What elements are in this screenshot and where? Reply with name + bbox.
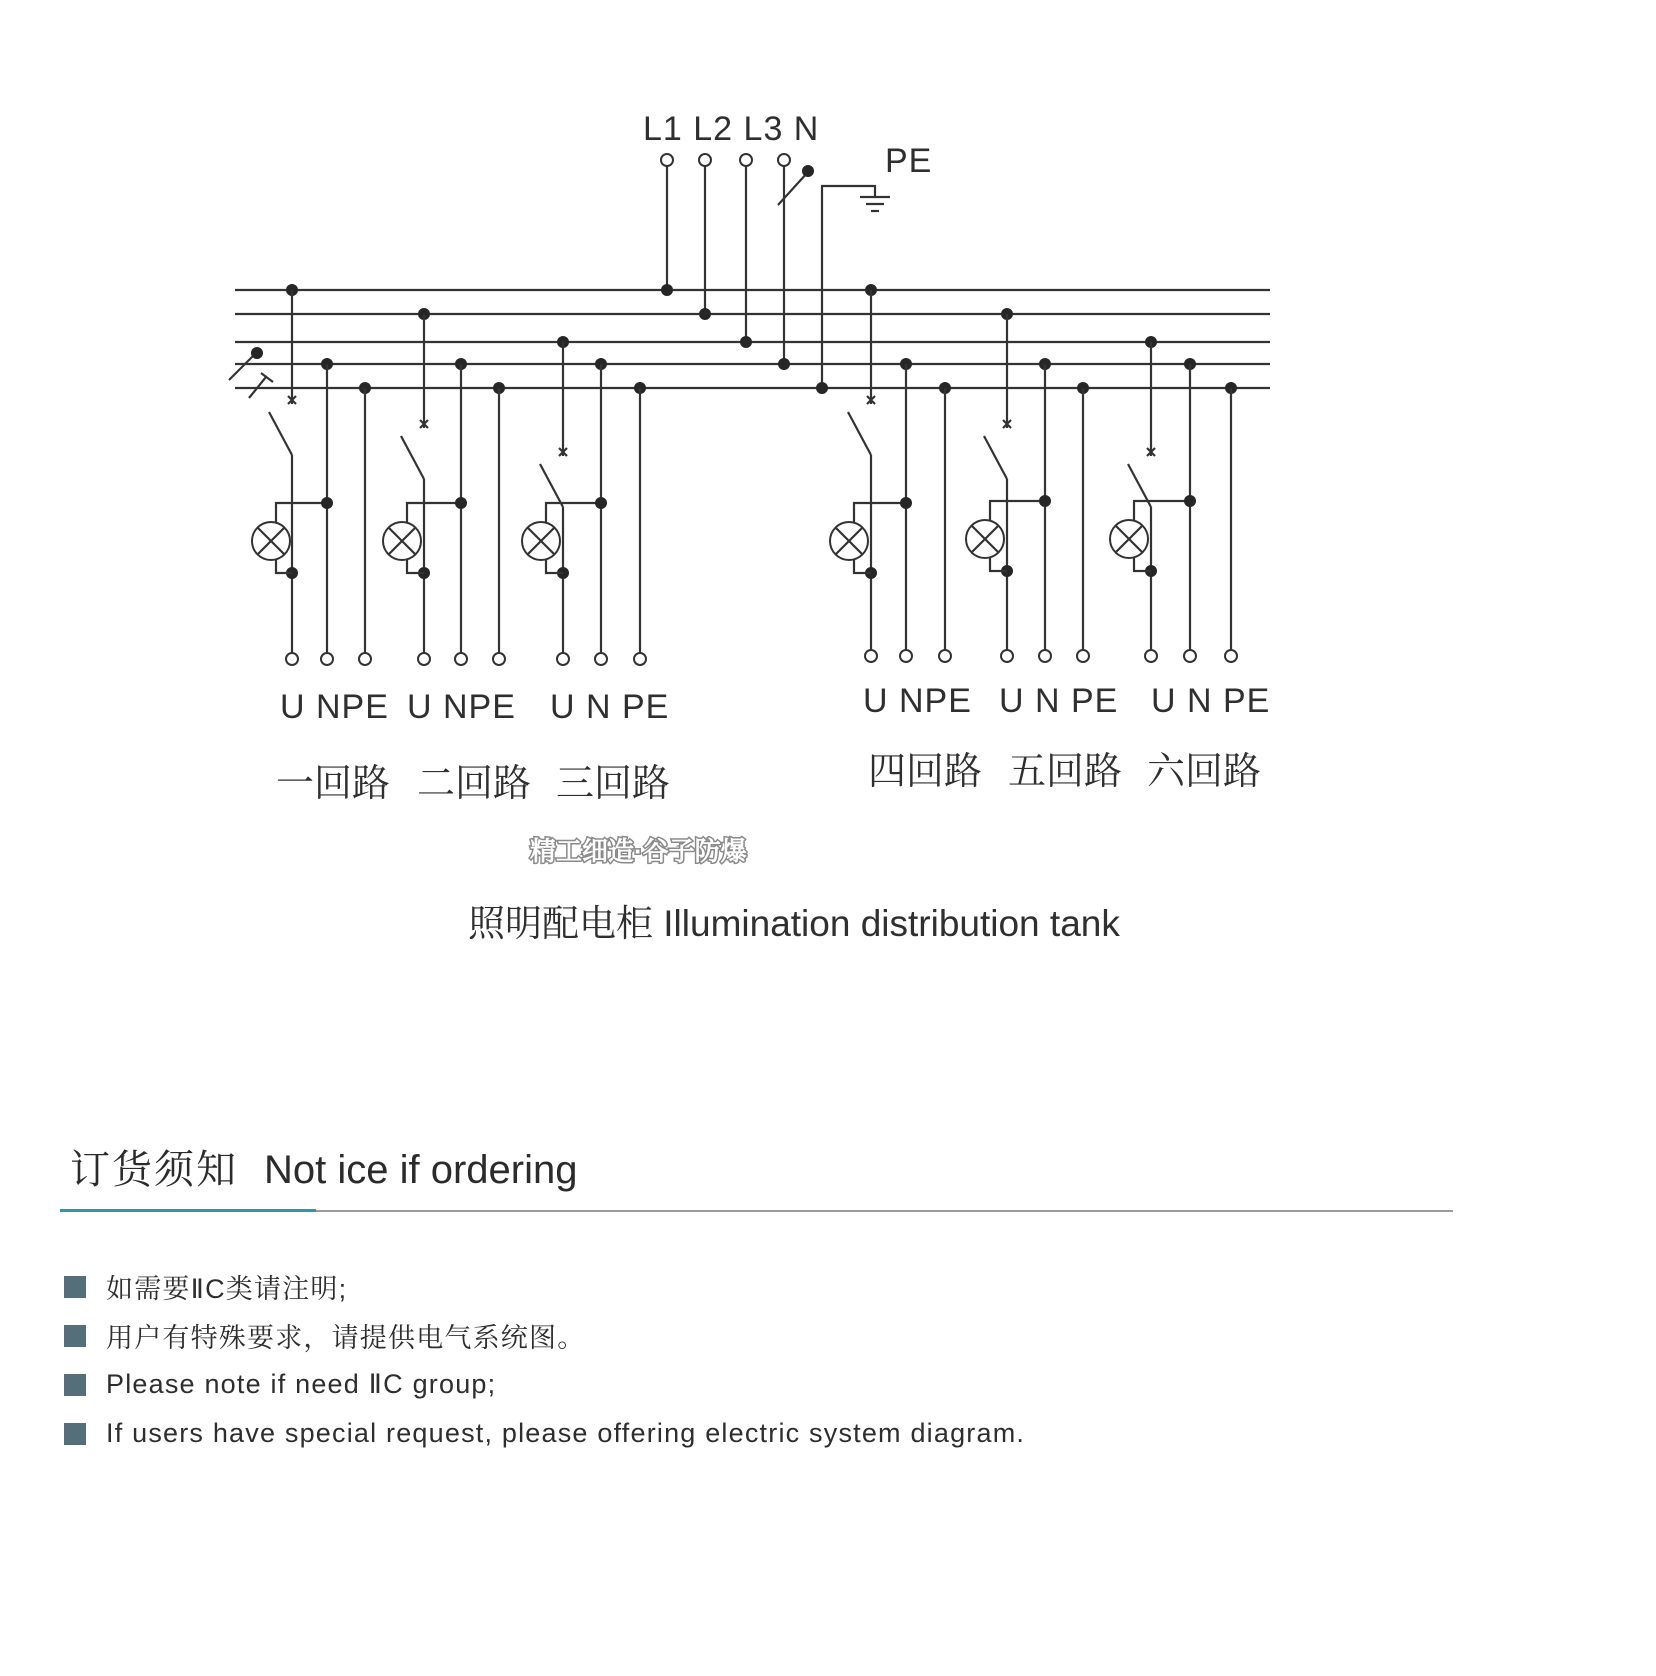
circuit-4-switch-blade bbox=[848, 412, 871, 455]
bullet-square-icon bbox=[64, 1374, 86, 1396]
circuit-6-name: 六回路 bbox=[1147, 751, 1262, 793]
bullet-square-icon bbox=[64, 1325, 86, 1347]
list-item bbox=[64, 1311, 1025, 1360]
circuit-3-pe-terminal bbox=[634, 653, 646, 665]
circuit-2-u-terminal bbox=[418, 653, 430, 665]
circuit-6-lamp-lead-top bbox=[1134, 501, 1190, 521]
circuit-1-switch-blade bbox=[269, 412, 292, 455]
note-text: Please note if need ⅡC group; bbox=[106, 1369, 497, 1399]
circuit-3-u-terminal bbox=[557, 653, 569, 665]
circuit-5-terminals: U N PE bbox=[999, 682, 1119, 720]
circuit-4-terminals: U NPE bbox=[863, 682, 972, 720]
supply-terminal-n bbox=[778, 154, 790, 166]
ordering-title-cn: 订货须知 bbox=[70, 1148, 238, 1192]
supply-junction-l3 bbox=[740, 336, 752, 348]
circuit-5-switch-blade bbox=[984, 436, 1007, 479]
circuit-5-name: 五回路 bbox=[1008, 751, 1123, 793]
circuit-4-n-terminal bbox=[900, 650, 912, 662]
circuit-5-n-terminal bbox=[1039, 650, 1051, 662]
supply-junction-l1 bbox=[661, 284, 673, 296]
circuit-3-switch-blade bbox=[540, 464, 563, 507]
circuit-6-u-terminal bbox=[1145, 650, 1157, 662]
circuit-6-pe-terminal bbox=[1225, 650, 1237, 662]
supply-terminal-l2 bbox=[699, 154, 711, 166]
bus-end-dot bbox=[251, 347, 263, 359]
supply-junction-n bbox=[778, 358, 790, 370]
circuit-3-n-lamp-junction bbox=[595, 497, 607, 509]
circuit-3-terminals: U N PE bbox=[550, 688, 670, 726]
circuit-1-n-terminal bbox=[321, 653, 333, 665]
circuit-3-name: 三回路 bbox=[556, 763, 671, 805]
circuit-1-terminals: U NPE bbox=[280, 688, 389, 726]
bullet-square-icon bbox=[64, 1423, 86, 1445]
circuit-4-name: 四回路 bbox=[868, 751, 983, 793]
circuit-3-lamp-lead-top bbox=[546, 503, 601, 523]
note-text: 如需要ⅡC类请注明; bbox=[106, 1274, 348, 1304]
circuit-1-u-terminal bbox=[286, 653, 298, 665]
diagram-caption: 照明配电柜 Illumination distribution tank bbox=[468, 903, 1120, 944]
note-text: If users have special request, please offering electric system diagram. bbox=[106, 1418, 1026, 1448]
circuit-6-terminals: U N PE bbox=[1151, 682, 1271, 720]
circuit-5-u-terminal bbox=[1001, 650, 1013, 662]
circuit-6-n-terminal bbox=[1184, 650, 1196, 662]
circuit-4-lamp-lead-top bbox=[854, 503, 906, 523]
circuit-6-n-lamp-junction bbox=[1184, 495, 1196, 507]
list-item bbox=[64, 1262, 1025, 1311]
circuit-4-n-lamp-junction bbox=[900, 497, 912, 509]
circuit-1-pe-terminal bbox=[359, 653, 371, 665]
ordering-section-title bbox=[70, 1138, 577, 1195]
note-text: 用户有特殊要求，请提供电气系统图。 bbox=[106, 1323, 586, 1353]
circuit-1-lamp-lead-top bbox=[276, 503, 327, 523]
list-item bbox=[64, 1409, 1025, 1458]
circuit-1-name: 一回路 bbox=[276, 763, 391, 805]
supply-terminal-l3 bbox=[740, 154, 752, 166]
supply-junction-l2 bbox=[699, 308, 711, 320]
circuit-2-name: 二回路 bbox=[417, 763, 532, 805]
circuit-2-lamp-lead-top bbox=[407, 503, 461, 523]
circuit-5-n-lamp-junction bbox=[1039, 495, 1051, 507]
busbars-and-supply bbox=[229, 154, 1270, 398]
list-item bbox=[64, 1360, 1025, 1409]
pe-junction bbox=[816, 382, 828, 394]
circuit-4-u-terminal bbox=[865, 650, 877, 662]
circuit-2-switch-blade bbox=[401, 436, 424, 479]
bullet-square-icon bbox=[64, 1276, 86, 1298]
circuit-2-terminals: U NPE bbox=[407, 688, 516, 726]
n-switch-stroke bbox=[778, 172, 808, 205]
circuit-3-n-terminal bbox=[595, 653, 607, 665]
circuit-2-pe-terminal bbox=[493, 653, 505, 665]
circuit-2-n-lamp-junction bbox=[455, 497, 467, 509]
circuit-4-pe-terminal bbox=[939, 650, 951, 662]
watermark: 精工细造·谷子防爆 bbox=[530, 836, 747, 866]
circuit-5-pe-terminal bbox=[1077, 650, 1089, 662]
circuit-1-n-lamp-junction bbox=[321, 497, 333, 509]
supply-terminal-l1 bbox=[661, 154, 673, 166]
ordering-title-en: Not ice if ordering bbox=[264, 1148, 578, 1192]
supply-label-l1-l2-l3-n: L1 L2 L3 N bbox=[643, 110, 820, 148]
ordering-notes bbox=[64, 1262, 1025, 1458]
circuit-5-lamp-lead-top bbox=[990, 501, 1045, 521]
n-switch-dot bbox=[802, 165, 814, 177]
supply-label-pe: PE bbox=[885, 142, 933, 180]
circuit-2-n-terminal bbox=[455, 653, 467, 665]
section-divider-accent bbox=[60, 1209, 316, 1212]
